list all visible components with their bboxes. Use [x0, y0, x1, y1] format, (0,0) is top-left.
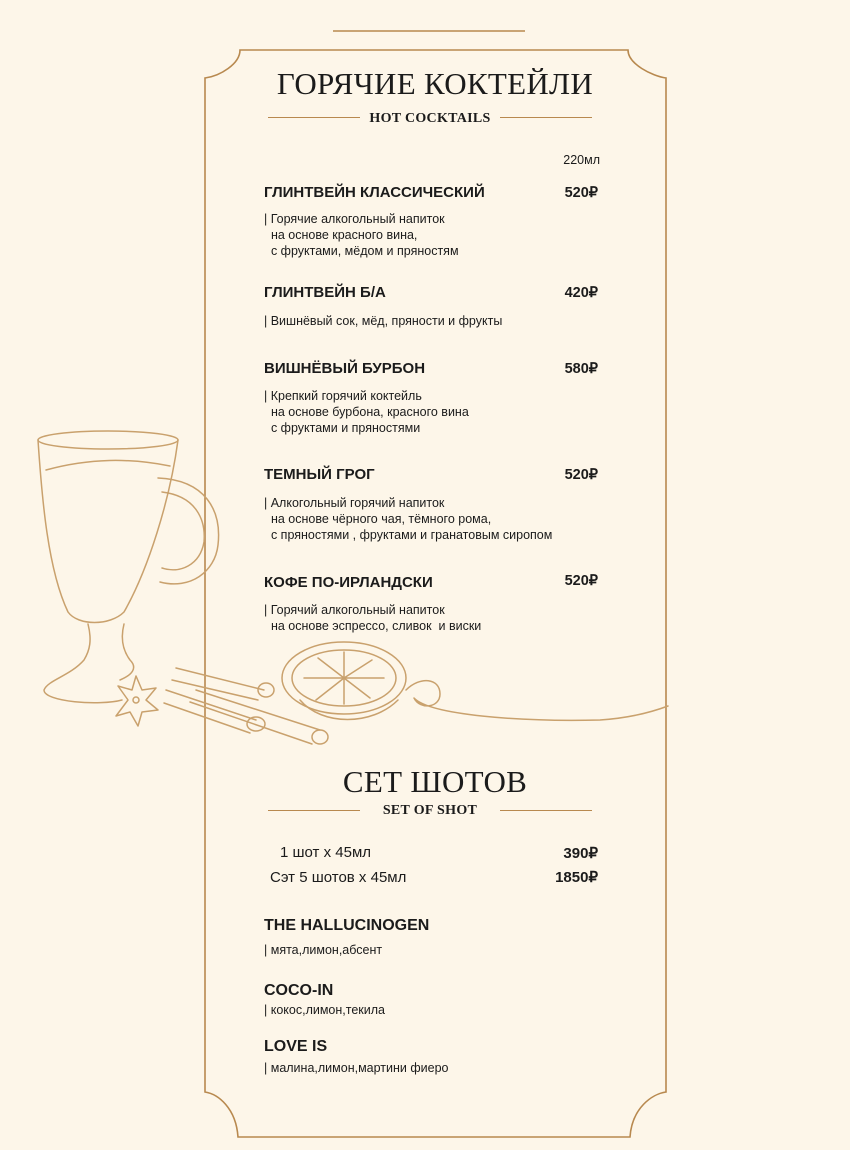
item-name: ВИШНЁВЫЙ БУРБОН — [264, 360, 426, 377]
star-anise-icon — [116, 676, 158, 726]
item-name: ТЕМНЫЙ ГРОГ — [264, 466, 375, 483]
item-price: 520₽ — [564, 573, 598, 589]
item-price: 520₽ — [564, 467, 598, 483]
shot-price: 390₽ — [563, 845, 598, 862]
item-description: | Горячие алкогольный напиток на основе красного вина, с фруктами, мёдом и пряностям — [264, 212, 459, 258]
item-description: | Крепкий горячий коктейль на основе бурбона, красного вина с фруктами и пряностями — [264, 389, 469, 435]
shot-name: LOVE IS — [264, 1038, 328, 1055]
shot-name: THE HALLUCINOGEN — [264, 917, 430, 934]
shots-subtitle: SET OF SHOT — [382, 803, 478, 818]
item-description: | Горячий алкогольный напиток на основе эспрессо, сливок и виски — [264, 603, 482, 633]
item-price: 520₽ — [564, 185, 598, 201]
item-price: 420₽ — [564, 285, 598, 301]
shots-title: СЕТ ШОТОВ — [342, 764, 528, 799]
shot-name: COCO-IN — [264, 982, 334, 999]
shot-description: | мята,лимон,абсент — [264, 943, 383, 957]
item-description: | Вишнёвый сок, мёд, пряности и фрукты — [264, 314, 503, 328]
item-name: ГЛИНТВЕЙН Б/А — [264, 284, 386, 301]
item-name: КОФЕ ПО-ИРЛАНДСКИ — [264, 574, 433, 591]
decorative-swirl — [406, 681, 668, 721]
orange-slice-icon — [282, 642, 406, 720]
shot-description: | кокос,лимон,текила — [264, 1003, 385, 1017]
item-description: | Алкогольный горячий напиток на основе чёрного чая, тёмного рома, с пряностями , фруктами и гранатовым сиропом — [264, 496, 553, 542]
shot-price-label: Сэт 5 шотов х 45мл — [270, 869, 407, 886]
shot-price: 1850₽ — [555, 869, 598, 886]
glass-mug-icon — [38, 431, 219, 703]
item-price: 580₽ — [564, 361, 598, 377]
item-name: ГЛИНТВЕЙН КЛАССИЧЕСКИЙ — [264, 184, 485, 201]
shot-price-label: 1 шот х 45мл — [280, 844, 372, 861]
volume-label: 220мл — [563, 153, 600, 167]
hot-cocktails-title: ГОРЯЧИЕ КОКТЕЙЛИ — [276, 66, 594, 101]
hot-cocktails-subtitle: HOT COCKTAILS — [369, 111, 491, 126]
cinnamon-sticks-icon — [164, 668, 328, 744]
shot-description: | малина,лимон,мартини фиеро — [264, 1061, 449, 1075]
